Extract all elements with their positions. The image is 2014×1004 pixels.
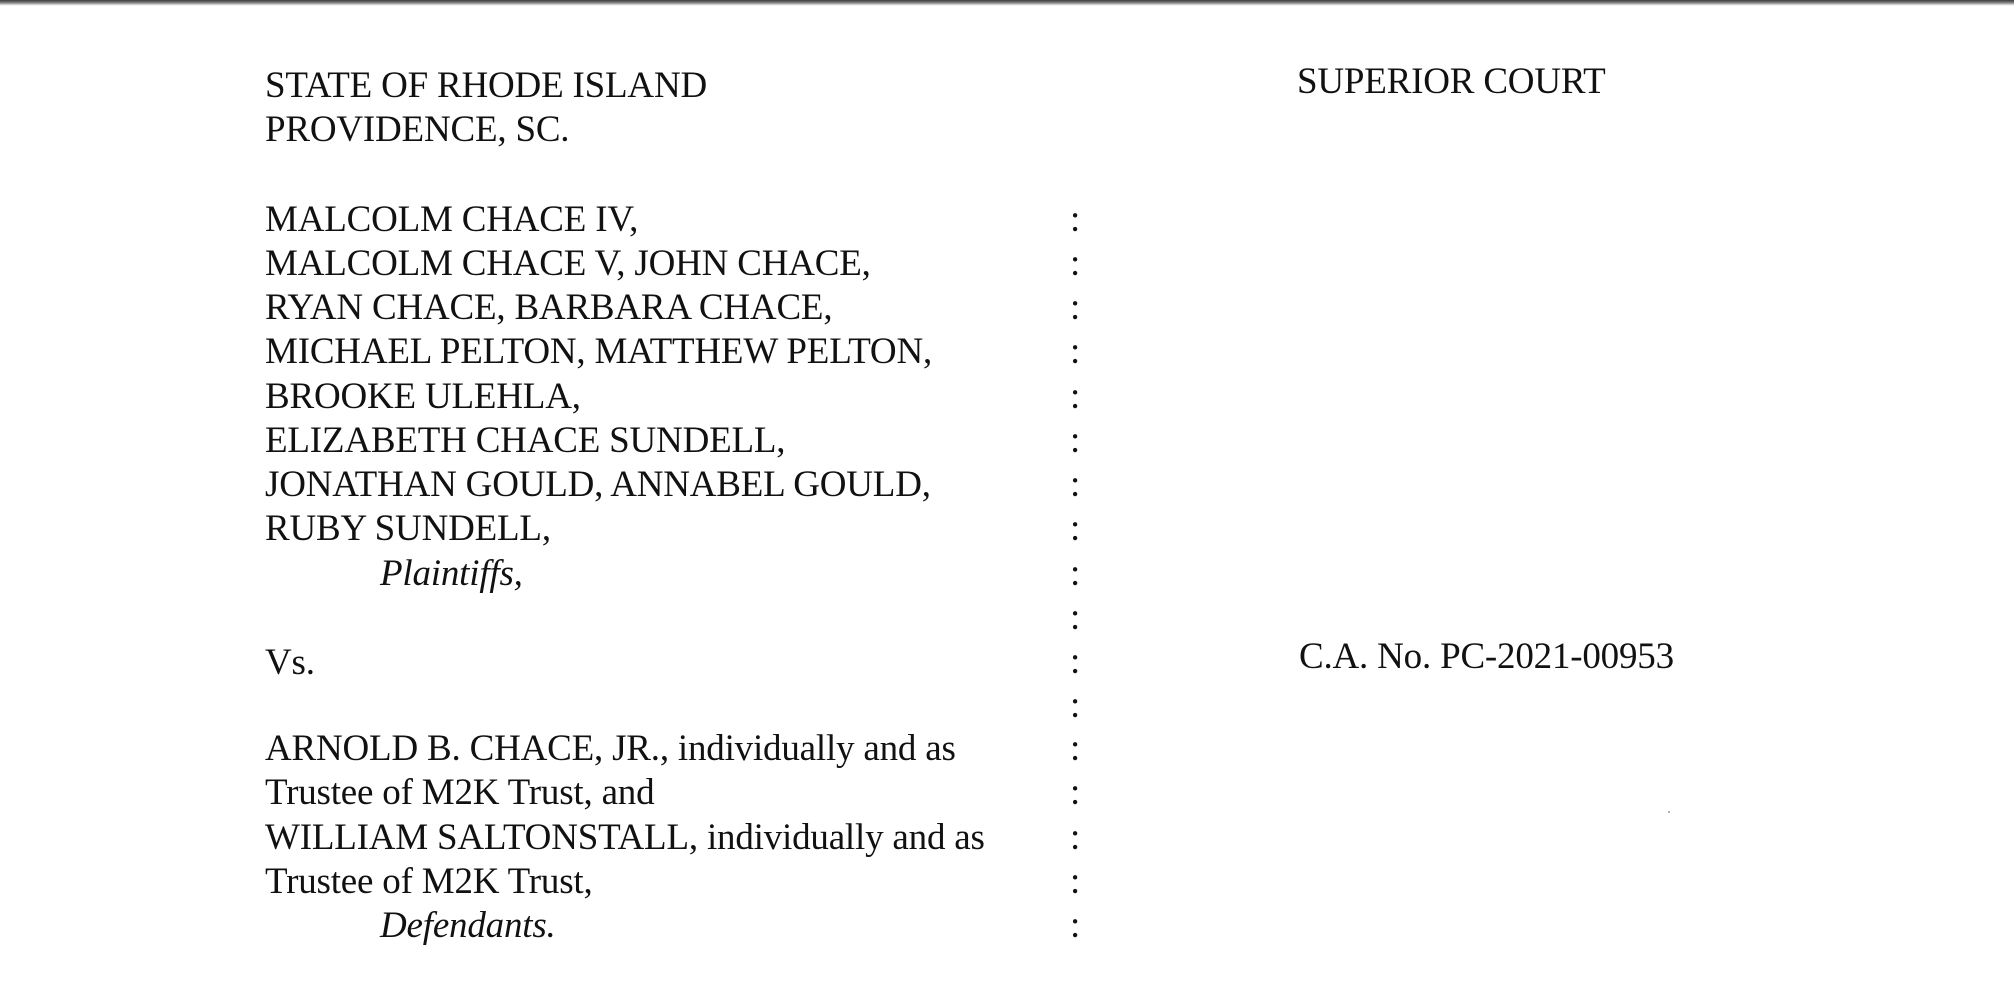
defendant-line: Trustee of M2K Trust, [265,861,593,902]
caption-colon: : [1070,905,1081,946]
caption-colon: : [1070,597,1081,638]
county-heading: PROVIDENCE, SC. [265,109,570,150]
caption-colon: : [1070,331,1081,372]
plaintiff-line: RYAN CHACE, BARBARA CHACE, [265,287,833,328]
caption-colon: : [1070,728,1081,769]
court-heading: SUPERIOR COURT [1297,61,1606,102]
plaintiff-line: JONATHAN GOULD, ANNABEL GOULD, [265,464,931,505]
scan-speck [1668,811,1670,813]
plaintiffs-role: Plaintiffs, [380,553,523,594]
caption-colon: : [1070,817,1081,858]
plaintiff-line: MALCOLM CHACE V, JOHN CHACE, [265,243,871,284]
plaintiff-line: MALCOLM CHACE IV, [265,199,639,240]
caption-colon: : [1070,508,1081,549]
caption-colon: : [1070,464,1081,505]
caption-colon: : [1070,287,1081,328]
caption-colon: : [1070,420,1081,461]
defendant-line: ARNOLD B. CHACE, JR., individually and as [265,728,956,769]
defendant-line: WILLIAM SALTONSTALL, individually and as [265,817,985,858]
defendants-role: Defendants. [380,905,556,946]
document-page [0,6,2014,1004]
caption-colon: : [1070,376,1081,417]
versus-label: Vs. [265,642,315,683]
caption-colon: : [1070,861,1081,902]
plaintiff-line: MICHAEL PELTON, MATTHEW PELTON, [265,331,933,372]
caption-colon: : [1070,243,1081,284]
caption-colon: : [1070,685,1081,726]
caption-colon: : [1070,199,1081,240]
plaintiff-line: BROOKE ULEHLA, [265,376,581,417]
caption-colon: : [1070,641,1081,682]
plaintiff-line: RUBY SUNDELL, [265,508,551,549]
defendant-line: Trustee of M2K Trust, and [265,772,655,813]
state-heading: STATE OF RHODE ISLAND [265,65,707,106]
plaintiff-line: ELIZABETH CHACE SUNDELL, [265,420,786,461]
case-number: C.A. No. PC-2021-00953 [1299,636,1674,677]
caption-colon: : [1070,772,1081,813]
caption-colon: : [1070,553,1081,594]
